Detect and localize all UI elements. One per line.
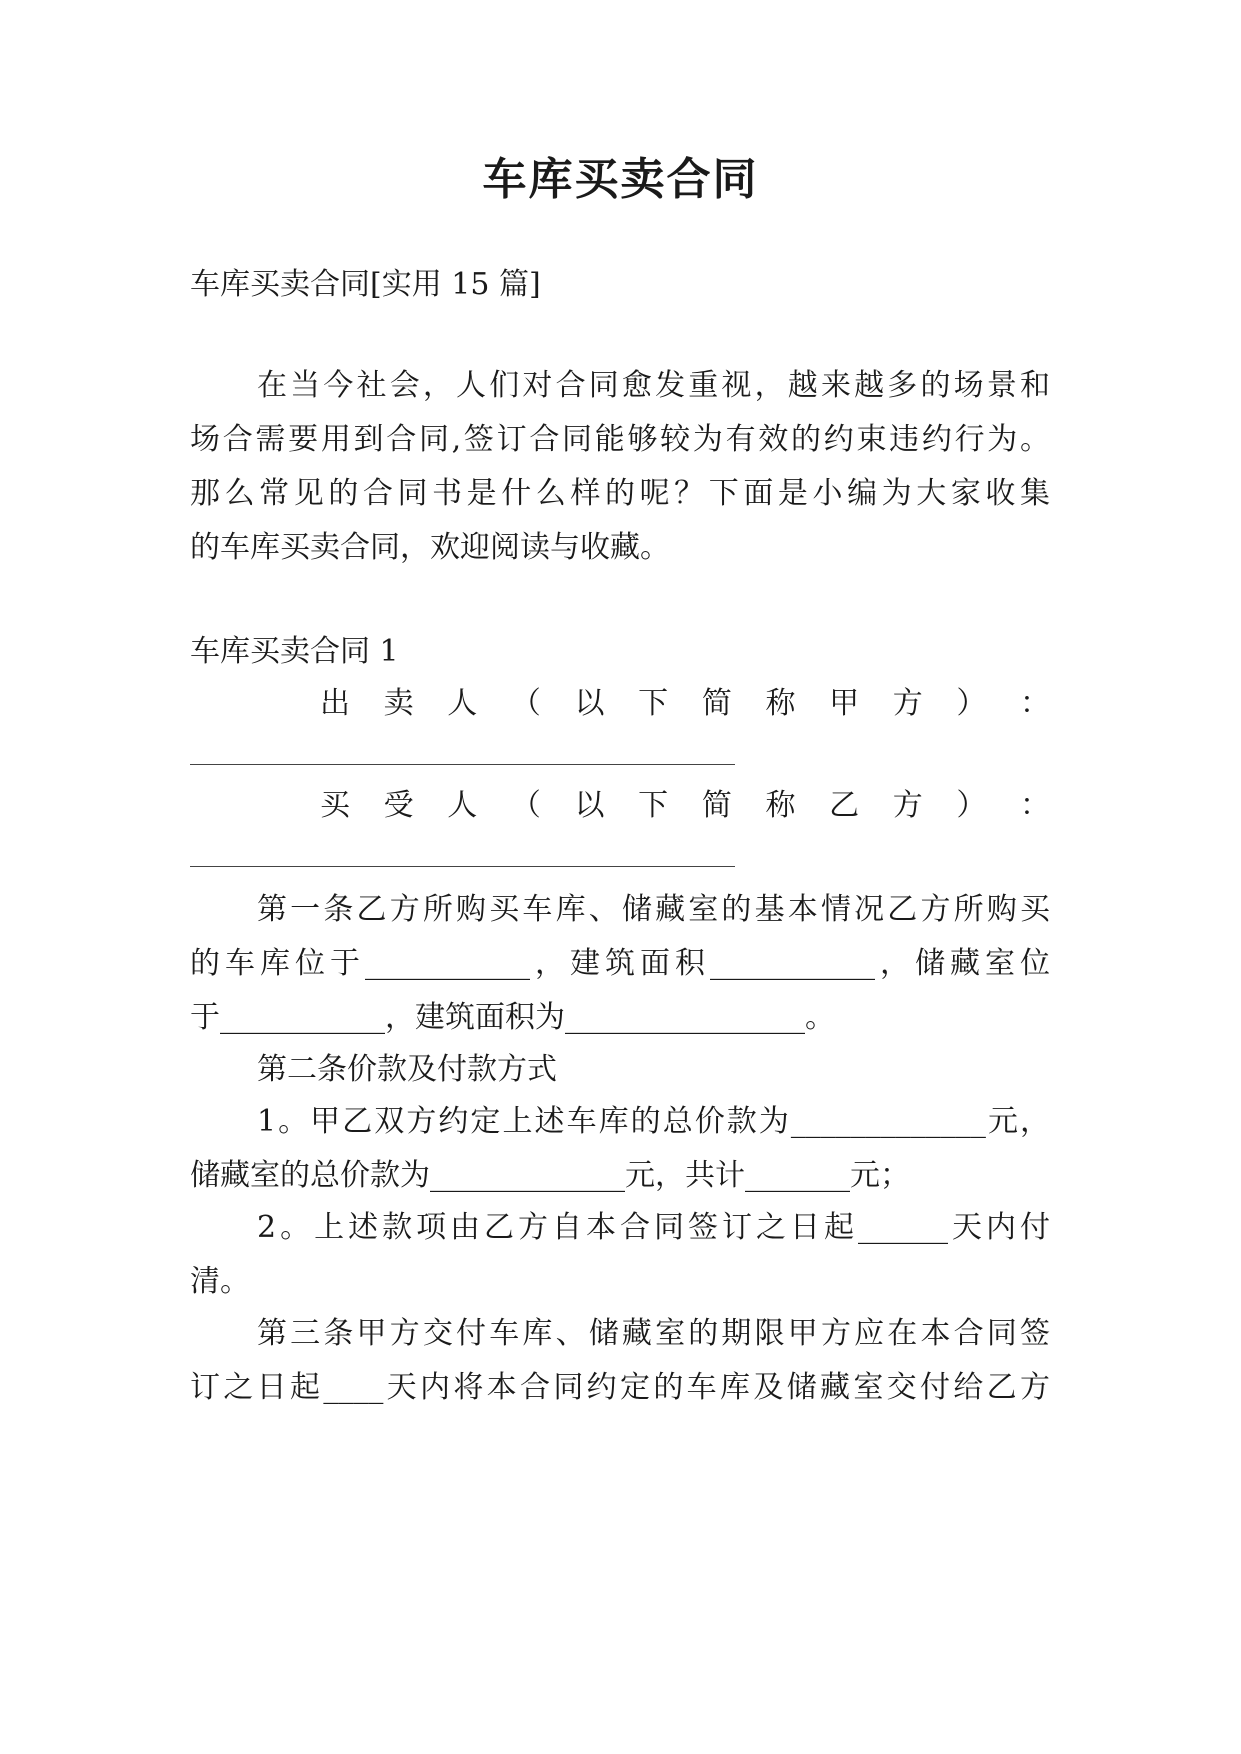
intro-line: 的车库买卖合同，欢迎阅读与收藏。 — [190, 530, 670, 565]
article2-item2-line: 清。 — [190, 1264, 250, 1299]
article2-item2-line: 2。上述款项由乙方自本合同签订之日起______天内付 — [257, 1210, 1050, 1245]
article3-line: 订之日起____天内将本合同约定的车库及储藏室交付给乙方 — [190, 1370, 1050, 1405]
intro-line: 在当今社会，人们对合同愈发重视，越来越多的场景和 — [257, 368, 1050, 403]
article1-line: 的车库位于___________，建筑面积___________，储藏室位 — [190, 946, 1050, 981]
seller-blank-rule — [190, 764, 735, 765]
document-subtitle: 车库买卖合同[实用 15 篇] — [190, 267, 541, 302]
buyer-blank-rule — [190, 866, 735, 867]
article3-line: 第三条甲方交付车库、储藏室的期限甲方应在本合同签 — [257, 1316, 1050, 1351]
section-heading: 车库买卖合同 1 — [190, 634, 399, 669]
article2-heading: 第二条价款及付款方式 — [257, 1052, 557, 1087]
article2-item1-line: 储藏室的总价款为_____________元，共计_______元； — [190, 1158, 910, 1193]
article1-line: 于___________，建筑面积为________________。 — [190, 1000, 835, 1035]
seller-line: 出 卖 人 （ 以 下 简 称 甲 方 ） ： — [320, 686, 1050, 721]
intro-line: 那么常见的合同书是什么样的呢？下面是小编为大家收集 — [190, 476, 1050, 511]
intro-line: 场合需要用到合同,签订合同能够较为有效的约束违约行为。 — [190, 422, 1050, 457]
buyer-line: 买 受 人 （ 以 下 简 称 乙 方 ） ： — [320, 788, 1050, 823]
article2-item1-line: 1。甲乙双方约定上述车库的总价款为_____________元， — [257, 1104, 1050, 1139]
article1-line: 第一条乙方所购买车库、储藏室的基本情况乙方所购买 — [257, 892, 1050, 927]
document-title: 车库买卖合同 — [482, 154, 759, 205]
